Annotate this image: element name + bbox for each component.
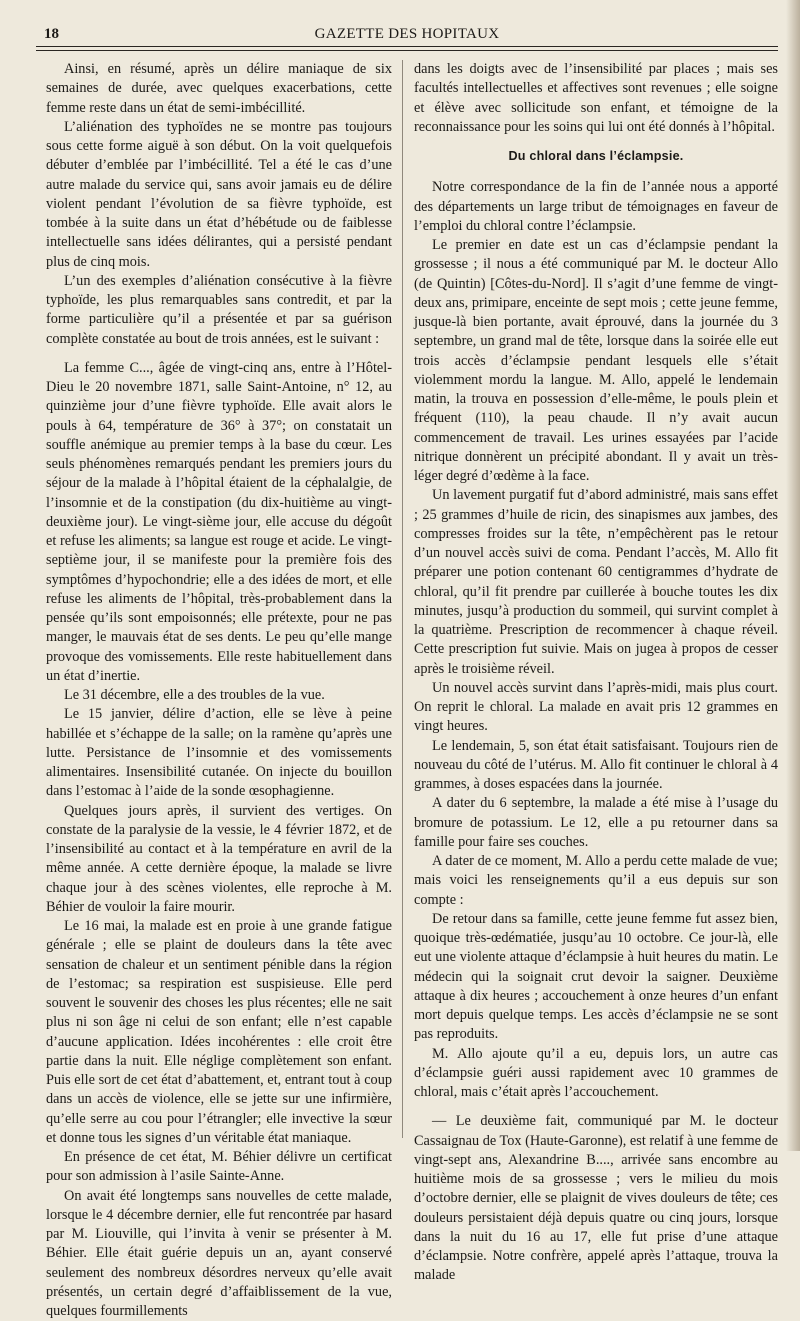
left-column (46, 60, 392, 1321)
paragraph: Un nouvel accès survint dans l’après-midi, mais plus court. On reprit le chloral. La malade en avait pris 12 grammes en vingt heures. (414, 679, 778, 737)
section-heading: Du chloral dans l’éclampsie. (414, 147, 778, 166)
paragraph: Le 15 janvier, délire d’action, elle se lève à peine habillée et s’échappe de la salle; on la ramène qu’après une lutte. Persistance de l’insomnie et des vomissements alimentaires. Insensibilité cutanée. On injecte du bouillon dans l’estomac à l’aide de la sonde œsophagienne. (46, 705, 392, 801)
page-header (36, 22, 778, 46)
paragraph: dans les doigts avec de l’insensibilité par places ; mais ses facultés intellectuelles et affectives sont revenues ; elle soigne et élève avec sollicitude son enfant, et témoigne de la reconnaissance pour les soins qui lui ont été donnés à l’hôpital. (414, 60, 778, 137)
paragraph: De retour dans sa famille, cette jeune femme fut assez bien, quoique très-œdématiée, jusqu’au 10 octobre. Ce jour-là, elle eut une violente attaque d’éclampsie à huit heures du matin. Le médecin qui la soignait crut devoir la saigner. Deuxième attaque à dix heures ; accouchement à onze heures d’un enfant mort depuis quelque temps. Les accès d’éclampsie ne se sont pas reproduits. (414, 910, 778, 1045)
paragraph: La femme C..., âgée de vingt-cinq ans, entre à l’Hôtel-Dieu le 20 novembre 1871, salle Saint-Antoine, n° 12, au quinzième jour d’une fièvre typhoïde. Elle avait alors le pouls à 64, température de 36° à 37°; on constatait un souffle anémique au premier temps à la base du cœur. Les seuls phénomènes remarqués pendant les premiers jours du séjour de la malade à l’hôpital étaient de la céphalalgie, de l’insomnie et de la constipation (du dix-huitième au vingt-deuxième jour). Le vingt-sième jour, elle accuse du dégoût et refuse les aliments; sa langue est rouge et acide. Le vingt-septième jour, il se manifeste pour la première fois des symptômes d’hypochondrie; elle a des idées de mort, et elle refuse les aliments de l’hôpital, très-probablement dans la pensée qu’ils sont empoisonnés; elle prétexte, pour ne pas manger, le mauvais état de ses dents. Le peu qu’elle mange provoque des vomissements. Elle reste habituellement dans un état d’inertie. (46, 359, 392, 686)
paragraph: Le lendemain, 5, son état était satisfaisant. Toujours rien de nouveau du côté de l’utérus. M. Allo fit continuer le chloral à 4 grammes, à doses espacées dans la journée. (414, 737, 778, 795)
right-column (414, 60, 778, 1286)
paragraph: Ainsi, en résumé, après un délire maniaque de six semaines de durée, avec quelques exacerbations, cette femme reste dans un état de semi-imbécillité. (46, 60, 392, 118)
paragraph: L’un des exemples d’aliénation consécutive à la fièvre typhoïde, les plus remarquables sans contredit, et par la forme particulière qu’il a présentée et par sa guérison complète constatée au bout de trois années, est le suivant : (46, 272, 392, 349)
column-divider (402, 60, 403, 1138)
paragraph: L’aliénation des typhoïdes ne se montre pas toujours sous cette forme aiguë à son début. On la voit quelquefois débuter d’emblée par l’imbécillité. Tel a été le cas d’une autre malade du service qui, sans avoir jamais eu de délire violent pendant l’évolution de sa fièvre typhoïde, est tombée à la suite dans un état d’hébétude ou de faiblesse intellectuelle sans idées délirantes, qui a persisté pendant plus de cinq mois. (46, 118, 392, 272)
paragraph: Le premier en date est un cas d’éclampsie pendant la grossesse ; il nous a été communiqué par M. le docteur Allo (de Quintin) [Côtes-du-Nord]. Il s’agit d’une femme de vingt-deux ans, primipare, enceinte de sept mois ; cette jeune femme, jusque-là bien portante, avait éprouvé, dans la journée du 3 septembre, un grand mal de tête, lorsque dans la soirée elle eut trois accès d’éclampsie pendant lesquels elle s’était violemment mordu la langue. M. Allo, appelé le lendemain matin, la trouva en possession d’elle-même, le pouls plein et fréquent (110), la peau chaude. Il n’y avait aucun commencement de travail. Les urines essayées par l’acide nitrique donnèrent un précipité abondant. Il y avait un très-léger degré d’œdème à la face. (414, 236, 778, 486)
paragraph: Le 16 mai, la malade est en proie à une grande fatigue générale ; elle se plaint de douleurs dans la tête avec sensation de chaleur et un sentiment pénible dans la région de l’estomac; sa respiration est suspisieuse. Elle perd souvent le souvenir des choses les plus récentes; elle ne sait plus ni son âge ni celui de son enfant; elle n’est capable d’aucune application. Idées incohérentes : elle croit être partie dans la nuit. Elle néglige complètement son enfant. Puis elle sort de cet état d’abattement, et, entrant tout à coup dans un accès de violence, elle se jette sur une infirmière, qu’elle serre au cou pour l’étrangler; elle invective la sœur et donne tous les signes d’un véritable état maniaque. (46, 917, 392, 1148)
paragraph: Un lavement purgatif fut d’abord administré, mais sans effet ; 25 grammes d’huile de ricin, des sinapismes aux jambes, des compresses froides sur la tête, n’empêchèrent pas le retour d’un nouvel accès suivi de coma. Pendant l’accès, M. Allo fit préparer une potion contenant 60 centigrammes d’hydrate de chloral, qu’il fit prendre par cuillerée à bouche toutes les dix minutes, jusqu’à production du sommeil, qui survint complet à la quatrième. Prescription de recommencer à chaque réveil. Cette prescription fut suivie. Mais on jugea à propos de cesser après le troisième réveil. (414, 486, 778, 679)
paragraph: En présence de cet état, M. Béhier délivre un certificat pour son admission à l’asile Sainte-Anne. (46, 1148, 392, 1187)
header-rule-bottom (36, 50, 778, 51)
paragraph: Quelques jours après, il survient des vertiges. On constate de la paralysie de la vessie, le 4 février 1872, et de l’insensibilité au contact et à la température en avril de la même année. A cette dernière époque, la malade se livre chaque jour à des scènes violentes, elle reproche à M. Béhier de vouloir la faire mourir. (46, 802, 392, 918)
paragraph: Notre correspondance de la fin de l’année nous a apporté des départements un large tribut de témoignages en faveur de l’emploi du chloral contre l’éclampsie. (414, 178, 778, 236)
paragraph: — Le deuxième fait, communiqué par M. le docteur Cassaignau de Tox (Haute-Garonne), est relatif à une femme de vingt-sept ans, Alexandrine B...., arrivée sans encombre au huitième mois de sa grossesse ; vers le milieu du mois d’octobre dernier, elle se plaignit de vives douleurs de tête; ces douleurs persistaient déjà depuis quatre ou cinq jours, lorsque dans la nuit du 16 au 17, elle fut prise d’une attaque d’éclampsie. Notre confrère, appelé après l’attaque, trouva la malade (414, 1112, 778, 1285)
running-title: GAZETTE DES HOPITAUX (36, 26, 778, 43)
paragraph: A dater du 6 septembre, la malade a été mise à l’usage du bromure de potassium. Le 12, elle a pu retourner dans sa famille pour faire ses couches. (414, 794, 778, 852)
page-number: 18 (44, 26, 59, 43)
paragraph: M. Allo ajoute qu’il a eu, depuis lors, un autre cas d’éclampsie guéri aussi rapidement avec 10 grammes de chloral, mais c’était après l’accouchement. (414, 1045, 778, 1103)
paragraph: On avait été longtemps sans nouvelles de cette malade, lorsque le 4 décembre dernier, elle fut rencontrée par hasard par M. Liouville, qui l’invita à venir se présenter à M. Béhier. Elle était guérie depuis un an, ayant conservé seulement des nombreux désordres nerveux qu’elle avait présentés, un certain degré d’affaiblissement de la vue, quelques fourmillements (46, 1187, 392, 1321)
header-rule-top (36, 46, 778, 47)
paragraph: A dater de ce moment, M. Allo a perdu cette malade de vue; mais voici les renseignements qu’il a eus depuis sur son compte : (414, 852, 778, 910)
page-edge-shadow (786, 0, 800, 1151)
paragraph: Le 31 décembre, elle a des troubles de la vue. (46, 686, 392, 705)
